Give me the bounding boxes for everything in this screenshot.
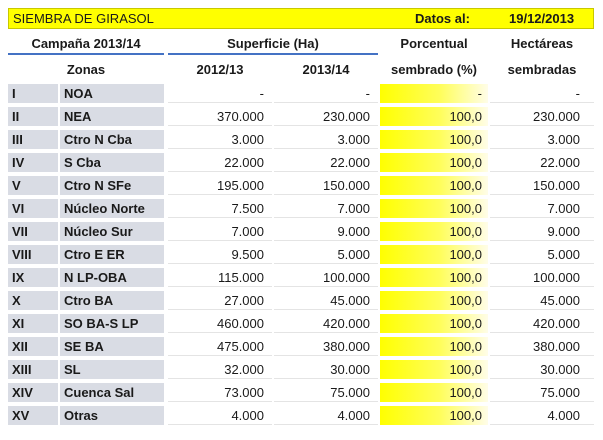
percent-sown: 100,0 [380, 107, 488, 126]
surface-2012-13: 32.000 [168, 360, 272, 379]
zone-number: III [8, 130, 58, 149]
zone-number: XIV [8, 383, 58, 402]
zone-name: NOA [60, 84, 164, 103]
surface-2012-13: 7.000 [168, 222, 272, 241]
surface-2013-14: 9.000 [274, 222, 378, 241]
surface-2013-14: 5.000 [274, 245, 378, 264]
year-b-header: 2013/14 [302, 62, 350, 77]
surface-2012-13: 195.000 [168, 176, 272, 195]
percent-sown: 100,0 [380, 153, 488, 172]
zone-name: S Cba [60, 153, 164, 172]
surface-2012-13: 370.000 [168, 107, 272, 126]
ha-header-line1: Hectáreas [510, 36, 574, 51]
percent-sown: 100,0 [380, 245, 488, 264]
zone-number: VIII [8, 245, 58, 264]
surface-2013-14: - [274, 84, 378, 103]
zone-number: II [8, 107, 58, 126]
hectares-sown: 3.000 [490, 130, 594, 149]
zone-number: XIII [8, 360, 58, 379]
zone-number: I [8, 84, 58, 103]
hectares-sown: 230.000 [490, 107, 594, 126]
zone-name: SE BA [60, 337, 164, 356]
zone-number: VI [8, 199, 58, 218]
percent-sown: 100,0 [380, 360, 488, 379]
surface-2012-13: 73.000 [168, 383, 272, 402]
zones-header: Zonas [66, 62, 106, 77]
date-value: 19/12/2013 [509, 11, 575, 26]
year-a-header: 2012/13 [196, 62, 244, 77]
percent-sown: 100,0 [380, 176, 488, 195]
header-rule-surface [168, 53, 378, 55]
surface-2012-13: 460.000 [168, 314, 272, 333]
zone-name: Cuenca Sal [60, 383, 164, 402]
hectares-sown: 7.000 [490, 199, 594, 218]
surface-2013-14: 4.000 [274, 406, 378, 425]
zone-number: V [8, 176, 58, 195]
surface-2013-14: 30.000 [274, 360, 378, 379]
percent-sown: 100,0 [380, 406, 488, 425]
hectares-sown: 5.000 [490, 245, 594, 264]
zone-name: Núcleo Sur [60, 222, 164, 241]
surface-2012-13: - [168, 84, 272, 103]
table-row [8, 290, 594, 311]
percent-sown: 100,0 [380, 383, 488, 402]
surface-2012-13: 22.000 [168, 153, 272, 172]
campaign-header: Campaña 2013/14 [31, 36, 141, 51]
hectares-sown: 45.000 [490, 291, 594, 310]
hectares-sown: 150.000 [490, 176, 594, 195]
zone-number: XII [8, 337, 58, 356]
table-row [8, 152, 594, 173]
ha-header-line2: sembradas [507, 62, 577, 77]
hectares-sown: 22.000 [490, 153, 594, 172]
zone-name: N LP-OBA [60, 268, 164, 287]
surface-2012-13: 7.500 [168, 199, 272, 218]
surface-2013-14: 150.000 [274, 176, 378, 195]
surface-2013-14: 230.000 [274, 107, 378, 126]
table-row [8, 267, 594, 288]
table-row [8, 336, 594, 357]
table-row [8, 175, 594, 196]
table-row [8, 83, 594, 104]
surface-2012-13: 27.000 [168, 291, 272, 310]
table-row [8, 359, 594, 380]
hectares-sown: 420.000 [490, 314, 594, 333]
table-row [8, 106, 594, 127]
zone-name: SO BA-S LP [60, 314, 164, 333]
table-row [8, 221, 594, 242]
hectares-sown: 100.000 [490, 268, 594, 287]
percent-sown: 100,0 [380, 337, 488, 356]
sheet-title: SIEMBRA DE GIRASOL [13, 11, 154, 26]
header-rule-left [8, 53, 164, 55]
hectares-sown: 4.000 [490, 406, 594, 425]
surface-2012-13: 3.000 [168, 130, 272, 149]
surface-2012-13: 4.000 [168, 406, 272, 425]
zone-name: Ctro E ER [60, 245, 164, 264]
table-row [8, 198, 594, 219]
percent-sown: 100,0 [380, 130, 488, 149]
zone-number: XI [8, 314, 58, 333]
surface-2013-14: 22.000 [274, 153, 378, 172]
hectares-sown: 30.000 [490, 360, 594, 379]
percent-sown: 100,0 [380, 222, 488, 241]
table-row [8, 129, 594, 150]
pct-header-line1: Porcentual [400, 36, 468, 51]
surface-2013-14: 380.000 [274, 337, 378, 356]
hectares-sown: 75.000 [490, 383, 594, 402]
zone-number: XV [8, 406, 58, 425]
surface-2013-14: 45.000 [274, 291, 378, 310]
surface-2013-14: 100.000 [274, 268, 378, 287]
zone-name: Otras [60, 406, 164, 425]
zone-name: Ctro N SFe [60, 176, 164, 195]
date-label: Datos al: [415, 11, 470, 26]
surface-2012-13: 475.000 [168, 337, 272, 356]
title-bar [8, 8, 594, 29]
surface-2012-13: 9.500 [168, 245, 272, 264]
percent-sown: - [380, 84, 488, 103]
hectares-sown: 380.000 [490, 337, 594, 356]
zone-number: IV [8, 153, 58, 172]
zone-name: Ctro N Cba [60, 130, 164, 149]
zone-name: Núcleo Norte [60, 199, 164, 218]
hectares-sown: - [490, 84, 594, 103]
percent-sown: 100,0 [380, 314, 488, 333]
surface-2013-14: 7.000 [274, 199, 378, 218]
percent-sown: 100,0 [380, 291, 488, 310]
percent-sown: 100,0 [380, 199, 488, 218]
zone-number: X [8, 291, 58, 310]
zone-number: IX [8, 268, 58, 287]
surface-header: Superficie (Ha) [227, 36, 319, 51]
zone-name: SL [60, 360, 164, 379]
table-row [8, 244, 594, 265]
surface-2013-14: 420.000 [274, 314, 378, 333]
pct-header-line2: sembrado (%) [391, 62, 477, 77]
table-row [8, 313, 594, 334]
percent-sown: 100,0 [380, 268, 488, 287]
hectares-sown: 9.000 [490, 222, 594, 241]
table-row [8, 405, 594, 426]
table-row [8, 382, 594, 403]
surface-2012-13: 115.000 [168, 268, 272, 287]
zone-name: Ctro BA [60, 291, 164, 310]
surface-2013-14: 75.000 [274, 383, 378, 402]
surface-2013-14: 3.000 [274, 130, 378, 149]
zone-name: NEA [60, 107, 164, 126]
zone-number: VII [8, 222, 58, 241]
